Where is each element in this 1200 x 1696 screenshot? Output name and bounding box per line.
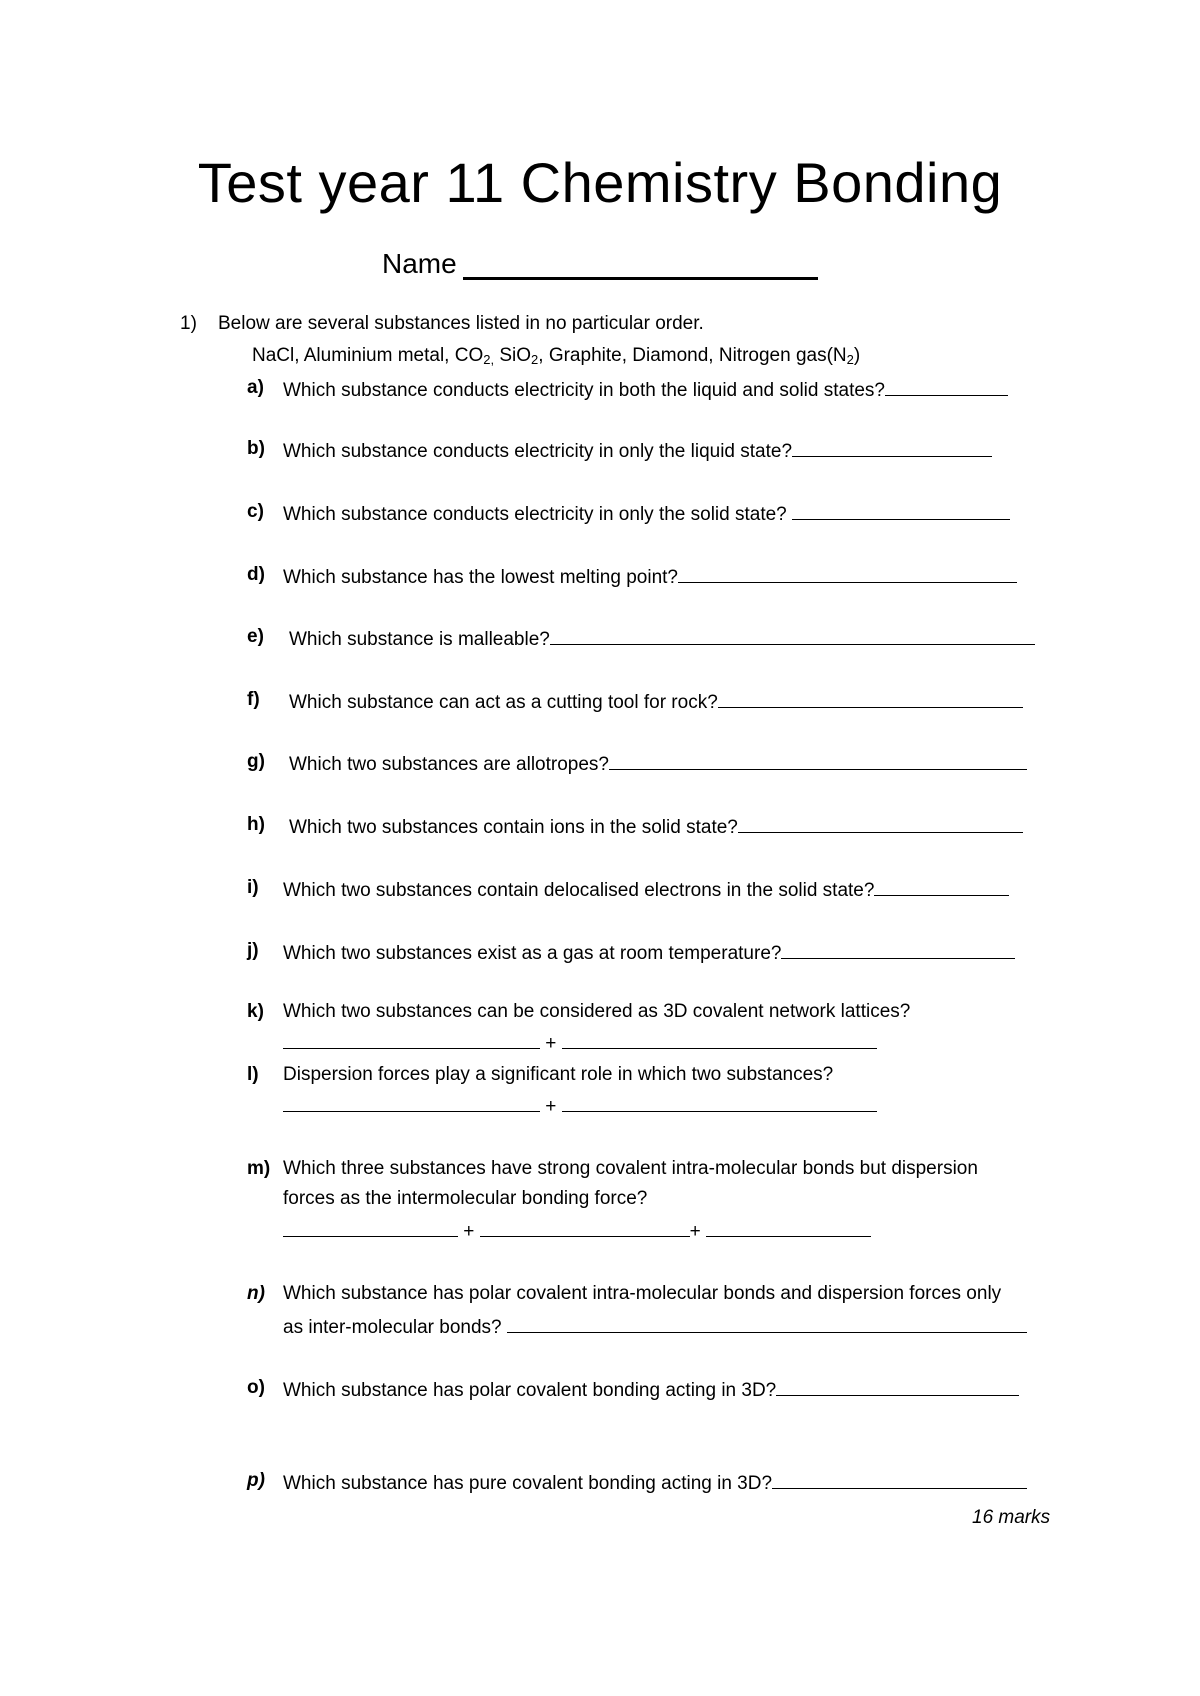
answer-line[interactable] [772,1470,1027,1489]
question-text: Which substance conducts electricity in only the liquid state? [283,438,992,463]
question-label: e) [247,626,264,647]
question-label: j) [247,940,259,961]
question-label: p) [247,1470,265,1491]
question-label: n) [247,1283,265,1304]
question-label: k) [247,1001,264,1022]
question-text: Which two substances can be considered as 3D covalent network lattices? [283,1001,911,1022]
question-text-continued: as inter-molecular bonds? [283,1314,1027,1339]
name-answer-line[interactable] [463,249,818,280]
question-text-continued: forces as the intermolecular bonding force? [283,1188,648,1209]
question-text: Which substance has the lowest melting point? [283,564,1017,589]
answer-line[interactable] [718,689,1023,708]
answer-row [283,1030,877,1055]
plus-sign: + [689,1221,701,1242]
question-text: Dispersion forces play a significant role in which two substances? [283,1064,834,1085]
question-number: 1) [180,313,197,334]
question-text: Which two substances exist as a gas at room temperature? [283,940,1015,965]
answer-line[interactable] [738,814,1023,833]
answer-line[interactable] [283,1093,540,1112]
plus-sign: + [545,1096,557,1117]
answer-line[interactable] [776,1377,1019,1396]
plus-sign: + [463,1221,475,1242]
substance-list: NaCl, Aluminium metal, $CO_{2,}$ SiO$_2$, Graphite, Diamond, Nitrogen $gas(N_2)$ [252,345,861,367]
plus-sign: + [545,1033,557,1054]
question-text: Which two substances contain delocalised electrons in the solid state? [283,877,1009,902]
question-label: o) [247,1377,265,1398]
question-text: Which substance has polar covalent bonding acting in 3D? [283,1377,1019,1402]
answer-row [283,1218,871,1243]
question-intro: Below are several substances listed in no particular order. [218,313,704,334]
answer-row [283,1093,877,1118]
question-text: Which substance has polar covalent intra-molecular bonds and dispersion forces only [283,1283,1002,1304]
question-label: m) [247,1158,271,1179]
question-text: Which three substances have strong covalent intra-molecular bonds but dispersion [283,1158,978,1179]
question-label: d) [247,564,265,585]
question-text: Which substance conducts electricity in only the solid state? [283,501,1010,526]
answer-line[interactable] [507,1314,1027,1333]
answer-line[interactable] [550,626,1035,645]
question-label: b) [247,438,265,459]
question-label: i) [247,877,259,898]
page-title: Test year 11 Chemistry Bonding [197,151,1003,214]
question-label: h) [247,814,265,835]
question-label: l) [247,1064,259,1085]
name-label: Name [382,248,457,279]
answer-line[interactable] [283,1030,540,1049]
question-text: Which substance is malleable? [289,626,1035,651]
question-label: f) [247,689,260,710]
name-field [382,248,818,280]
question-text: Which substance has pure covalent bonding acting in 3D? [283,1470,1027,1495]
answer-line[interactable] [781,940,1015,959]
question-label: c) [247,501,264,522]
question-text: Which two substances are allotropes? [289,751,1027,776]
answer-line[interactable] [283,1218,458,1237]
question-text: Which substance can act as a cutting tool for rock? [289,689,1023,714]
answer-line[interactable] [874,877,1009,896]
answer-line[interactable] [609,751,1027,770]
answer-line[interactable] [706,1218,871,1237]
answer-line[interactable] [678,564,1017,583]
question-label: a) [247,377,264,398]
total-marks: 16 marks [972,1507,1051,1528]
answer-line[interactable] [792,501,1010,520]
answer-line[interactable] [562,1030,877,1049]
question-text: Which substance conducts electricity in both the liquid and solid states? [283,377,1008,402]
question-label: g) [247,751,265,772]
answer-line[interactable] [480,1218,690,1237]
answer-line[interactable] [885,377,1008,396]
question-text: Which two substances contain ions in the solid state? [289,814,1023,839]
answer-line[interactable] [792,438,992,457]
answer-line[interactable] [562,1093,877,1112]
